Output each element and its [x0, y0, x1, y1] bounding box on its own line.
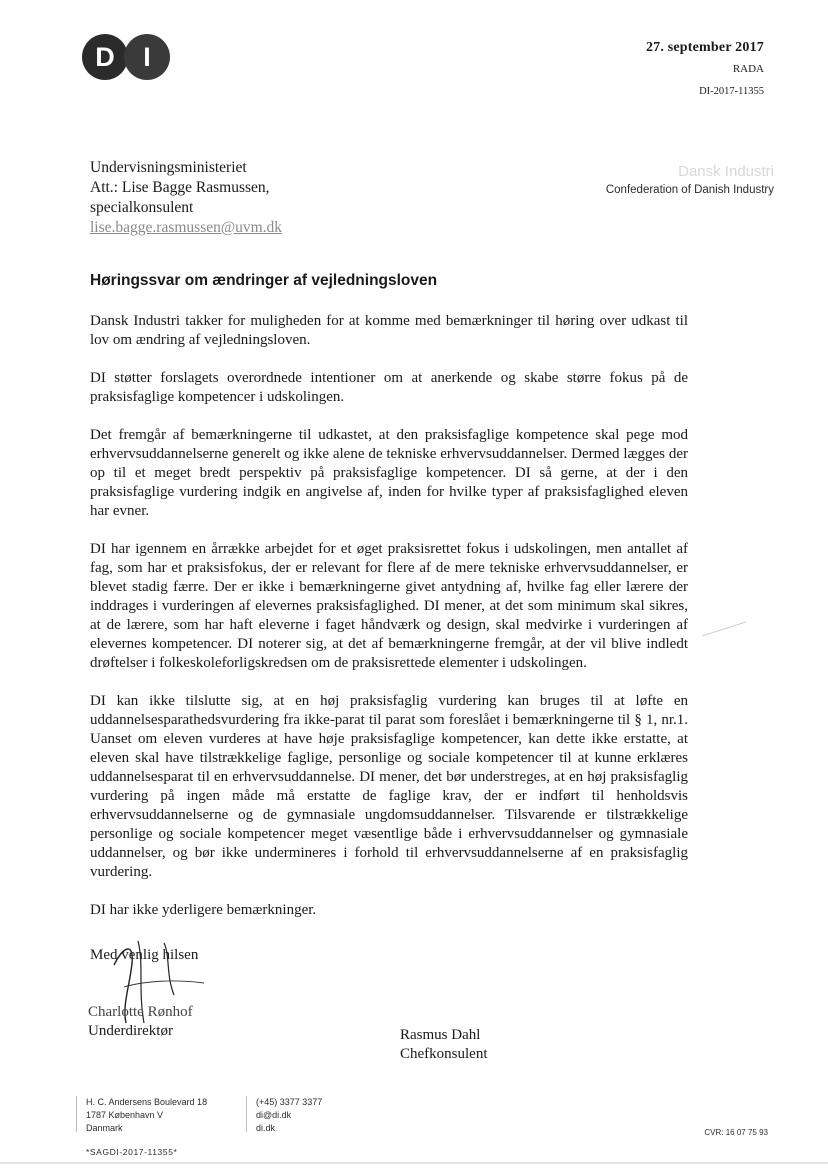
- footer-divider-right: [246, 1096, 247, 1132]
- case-reference: DI-2017-11355: [699, 86, 764, 97]
- brand-subtitle: Confederation of Danish Industry: [605, 184, 774, 196]
- brand-name: Dansk Industri: [678, 163, 774, 180]
- di-logo: [82, 34, 170, 80]
- footer-address-country: Danmark: [86, 1123, 123, 1133]
- paragraph-4: DI har igennem en årrække arbejdet for et øget praksisrettet fokus i udskolingen, men antallet af fag, som har et praksisfokus, der er relevant for flere af de mere tekniske erhvervsuddannelser, er blevet stadig færre. Der er ikke i bemærkningerne givet antydning af, hvilke fag eller lærere der inddrages i vurderingen af elevernes praksisfaglighed. DI mener, at det som minimum skal sikres, at de lærere, som har haft eleverne i faget håndværk og design, skal medvirke i vurderingen af elevernes kompetencer. DI noterer sig, at det af bemærkningerne fremgår, at der vil blive indledt drøftelser i folkeskoleforligskredsen om de praksisrettede elementer i udskolingen.: [90, 541, 688, 671]
- footer-contact: [256, 1096, 322, 1135]
- paragraph-5: DI kan ikke tilslutte sig, at en høj praksisfaglig vurdering kan bruges til at løfte en uddannelsesparathedsvurdering fra ikke-parat til parat som foreslået i bemærkningerne til § 1, nr.1. Uanset om eleven vurderes at have høje praksisfaglige kompetencer, kan dette ikke erstatte, at eleven skal have tilstrækkelige faglige, personlige og sociale kompetencer til at kunne erklæres uddannelsesparat til en erhvervsuddannelse. DI mener, det bør understreges, at en høj praksisfaglig vurdering på ingen måde må erstatte de faglige krav, der er indført til henholdsvis erhvervsuddannelserne og de gymnasiale ungdomsuddannelser. Tilsvarende er tilstrækkelige personlige og sociale kompetencer meget væsentlige både i erhvervsuddannelser og gymnasiale uddannelser, og bør ikke undermineres i forhold til erhvervsuddannelserne af en praksisfaglig vurdering.: [90, 693, 688, 880]
- paragraph-6: DI har ikke yderligere bemærkninger.: [90, 902, 317, 918]
- recipient-role: specialkonsulent: [90, 199, 194, 216]
- footer-web-link[interactable]: di.dk: [256, 1123, 276, 1133]
- recipient-email-link[interactable]: lise.bagge.rasmussen@uvm.dk: [90, 219, 283, 236]
- logo-letter-d: D: [82, 34, 128, 80]
- letter-body: [90, 312, 688, 920]
- paragraph-1: Dansk Industri takker for muligheden for at komme med bemærkninger til høring over udkast til lov om ændring af vejledningsloven.: [90, 313, 688, 348]
- footer-address-city: 1787 København V: [86, 1110, 164, 1120]
- signer-right-title: Chefkonsulent: [400, 1046, 488, 1062]
- recipient-block: [90, 158, 282, 238]
- footer-cvr: CVR: 16 07 75 93: [704, 1128, 768, 1137]
- paragraph-2: DI støtter forslagets overordnede intentioner om at anerkende og skabe større fokus på de praksisfaglige kompetencer i udskolingen.: [90, 370, 688, 405]
- signer-right-name: Rasmus Dahl: [400, 1027, 481, 1043]
- letter-date: 27. september 2017: [645, 40, 764, 55]
- recipient-organisation: Undervisningsministeriet: [90, 159, 247, 176]
- closing-greeting: Med venlig hilsen: [90, 947, 199, 963]
- footer-address-street: H. C. Andersens Boulevard 18: [86, 1097, 208, 1107]
- signer-right: [400, 1026, 488, 1064]
- logo-letter-i: I: [124, 34, 170, 80]
- footer-divider-left: [76, 1096, 77, 1132]
- footer-email-link[interactable]: di@di.dk: [256, 1110, 292, 1120]
- footer-address: [86, 1096, 207, 1135]
- footer-phone[interactable]: (+45) 3377 3377: [256, 1097, 323, 1107]
- case-barcode: *SAGDI-2017-11355*: [86, 1147, 178, 1157]
- signer-left-title: Underdirektør: [88, 1023, 173, 1039]
- letter-title: Høringssvar om ændringer af vejledningsloven: [90, 272, 438, 289]
- scan-edge-line: [0, 1162, 828, 1164]
- signer-left-name: Charlotte Rønhof: [88, 1004, 193, 1020]
- signer-left: [88, 1003, 193, 1041]
- paragraph-3: Det fremgår af bemærkningerne til udkastet, at den praksisfaglige kompetence skal pege mod erhvervsuddannelserne generelt og ikke alene de tekniske erhvervsuddannelser. Dermed lægges der op til et meget bredt perspektiv på praksisfaglige kompetencer. DI så gerne, at der i den praksisfaglige vurdering indgik en angivelse af, inden for hvilke typer af praksisfaglighed eleven har evner.: [90, 427, 688, 519]
- margin-pen-mark: [700, 618, 750, 638]
- author-initials: RADA: [732, 63, 764, 75]
- recipient-attention: Att.: Lise Bagge Rasmussen,: [90, 179, 270, 196]
- brand-block: [606, 163, 774, 196]
